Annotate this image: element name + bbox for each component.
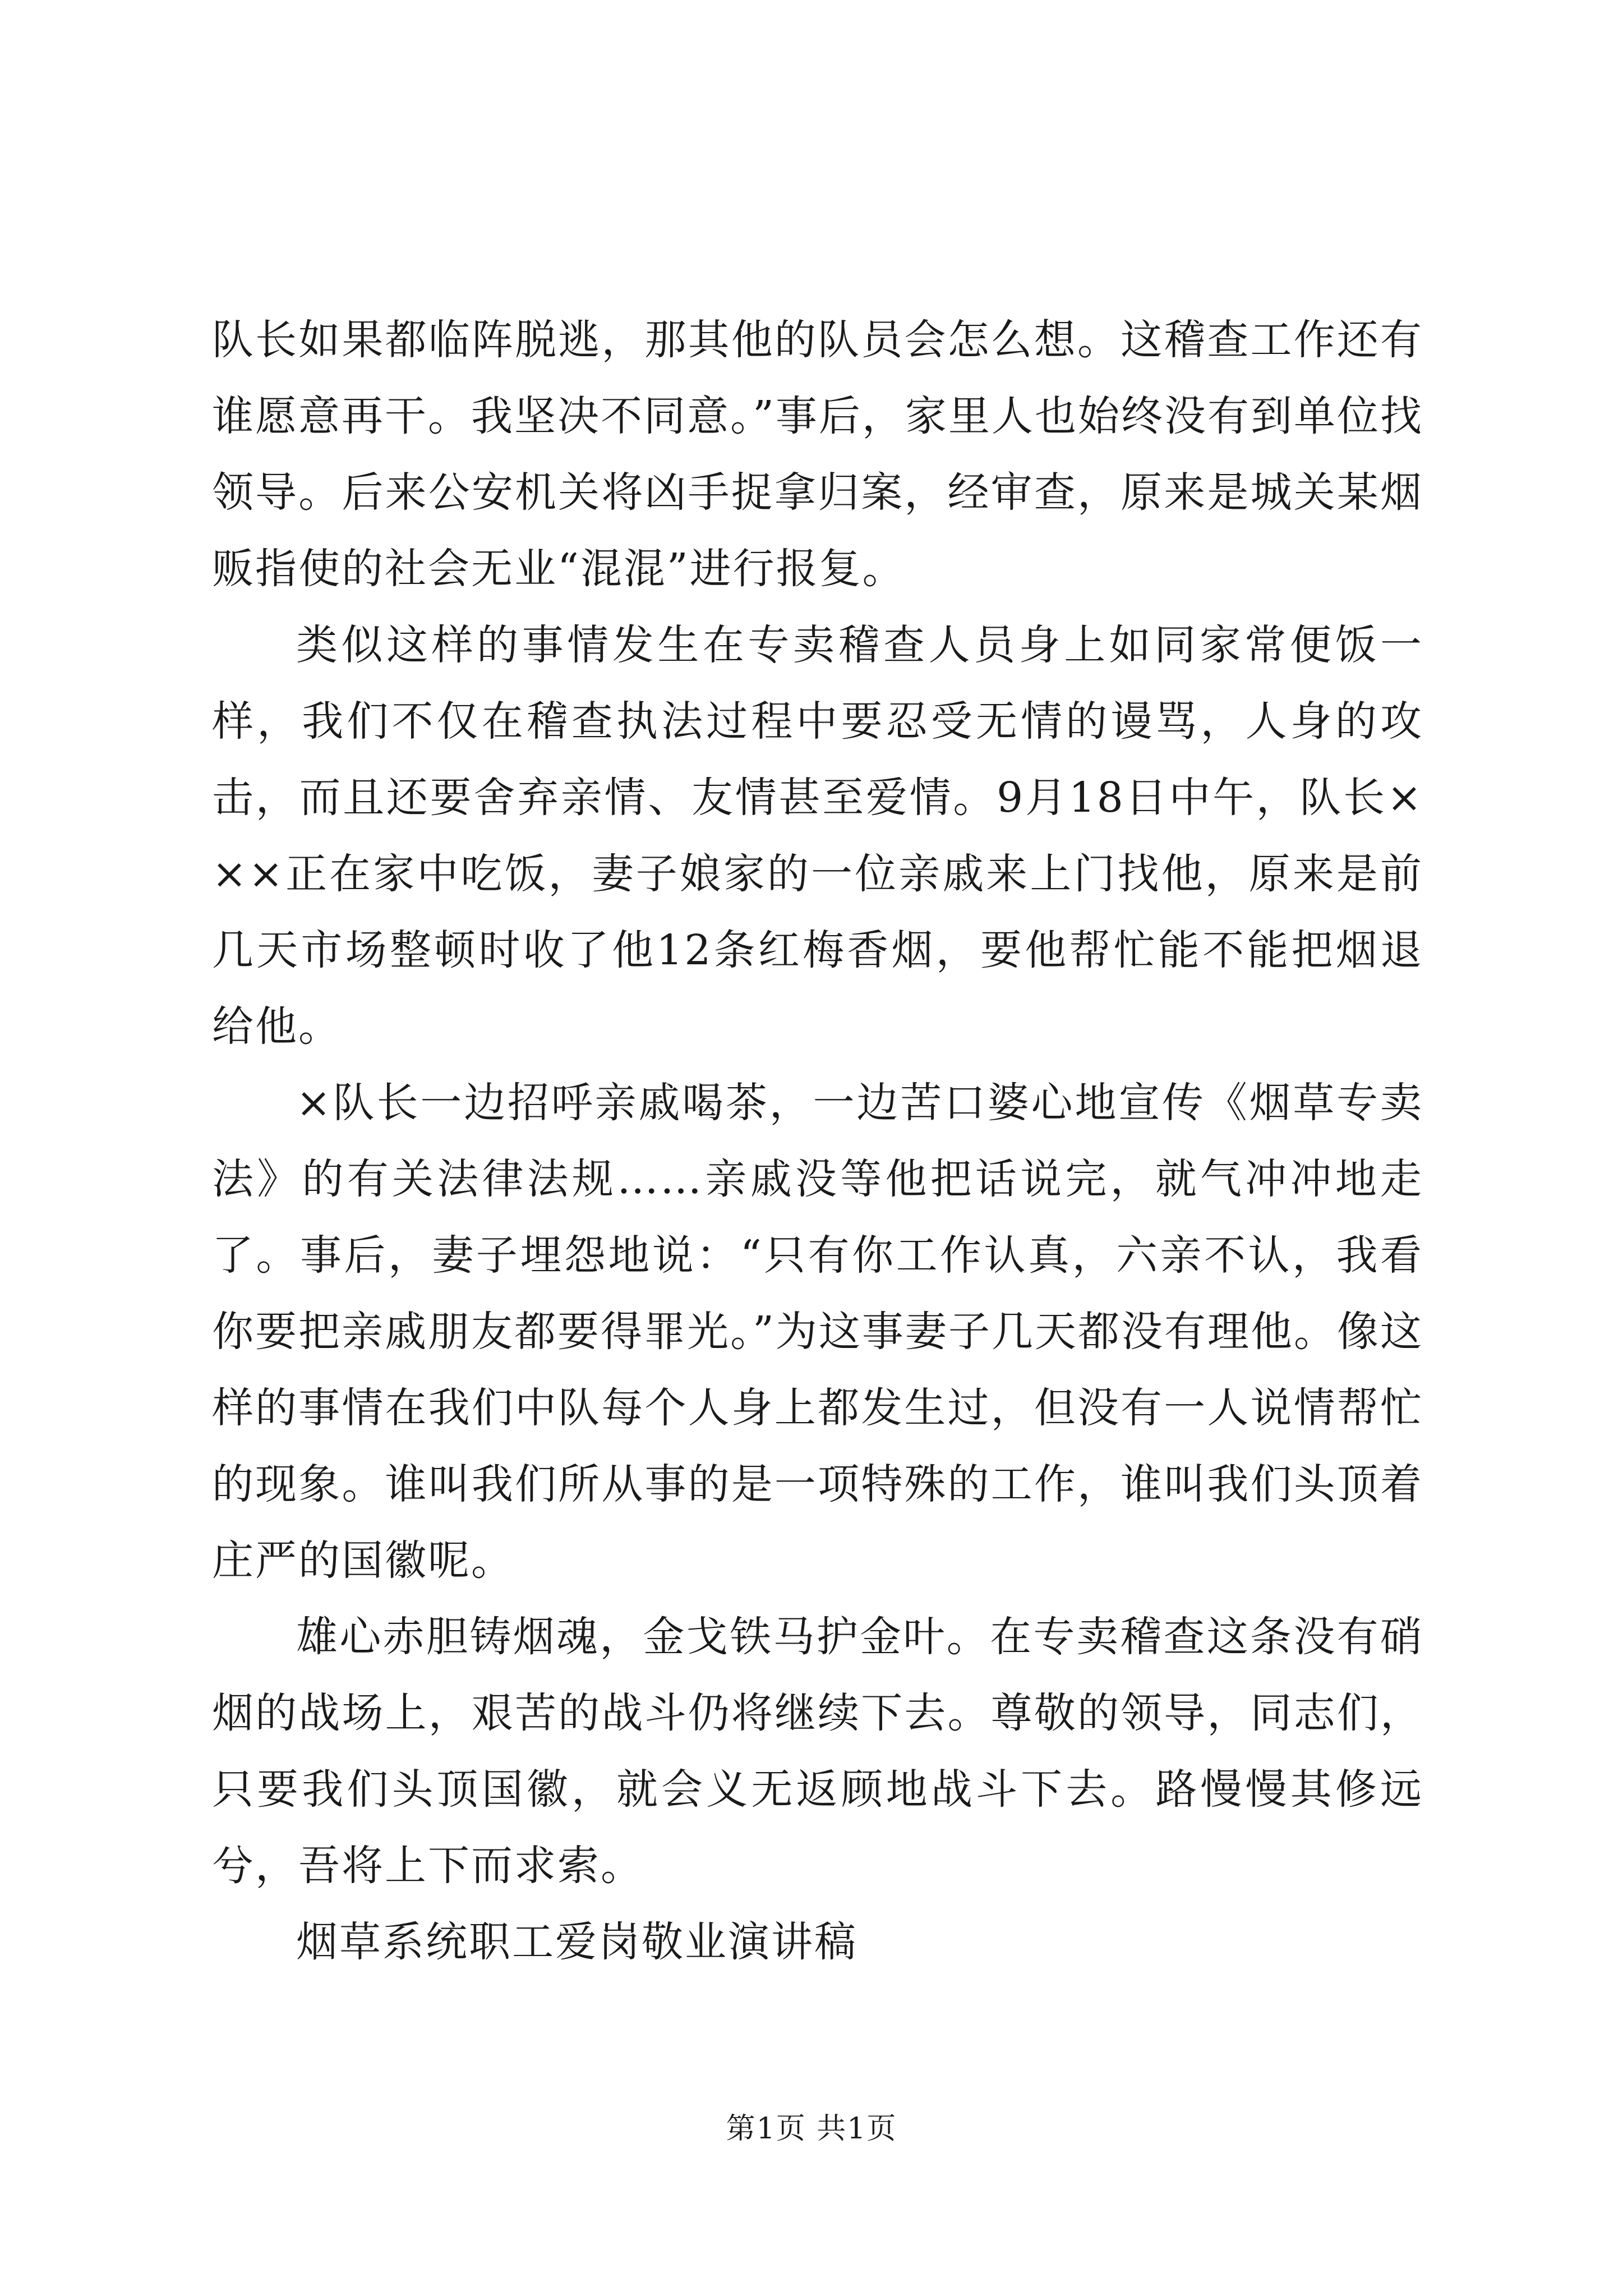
document-body bbox=[212, 302, 1423, 1980]
paragraph-4: 雄心赤胆铸烟魂，金戈铁马护金叶。在专卖稽查这条没有硝烟的战场上，艰苦的战斗仍将继续下去。尊敬的领导，同志们，只要我们头顶国徽，就会义无返顾地战斗下去。路慢慢其修远兮，吾将上下而求索。 bbox=[212, 1613, 1423, 1890]
paragraph-2: 类似这样的事情发生在专卖稽查人员身上如同家常便饭一样，我们不仅在稽查执法过程中要忍受无情的谩骂，人身的攻击，而且还要舍弃亲情、友情甚至爱情。9月18日中午，队长×××正在家中吃饭，妻子娘家的一位亲戚来上门找他，原来是前几天市场整顿时收了他12条红梅香烟，要他帮忙能不能把烟退给他。 bbox=[212, 621, 1423, 1051]
paragraph-3: ×队长一边招呼亲戚喝茶，一边苦口婆心地宣传《烟草专卖法》的有关法律法规……亲戚没等他把话说完，就气冲冲地走了。事后，妻子埋怨地说：“只有你工作认真，六亲不认，我看你要把亲戚朋友都要得罪光。”为这事妻子几天都没有理他。像这样的事情在我们中队每个人身上都发生过，但没有一人说情帮忙的现象。谁叫我们所从事的是一项特殊的工作，谁叫我们头顶着庄严的国徽呢。 bbox=[212, 1079, 1423, 1585]
paragraph-1: 队长如果都临阵脱逃，那其他的队员会怎么想。这稽查工作还有谁愿意再干。我坚决不同意。”事后，家里人也始终没有到单位找领导。后来公安机关将凶手捉拿归案，经审查，原来是城关某烟贩指使的社会无业“混混”进行报复。 bbox=[212, 316, 1423, 593]
speech-title-line: 烟草系统职工爱岗敬业演讲稿 bbox=[296, 1918, 857, 1966]
page-footer: 第1页 共1页 bbox=[726, 2112, 897, 2146]
